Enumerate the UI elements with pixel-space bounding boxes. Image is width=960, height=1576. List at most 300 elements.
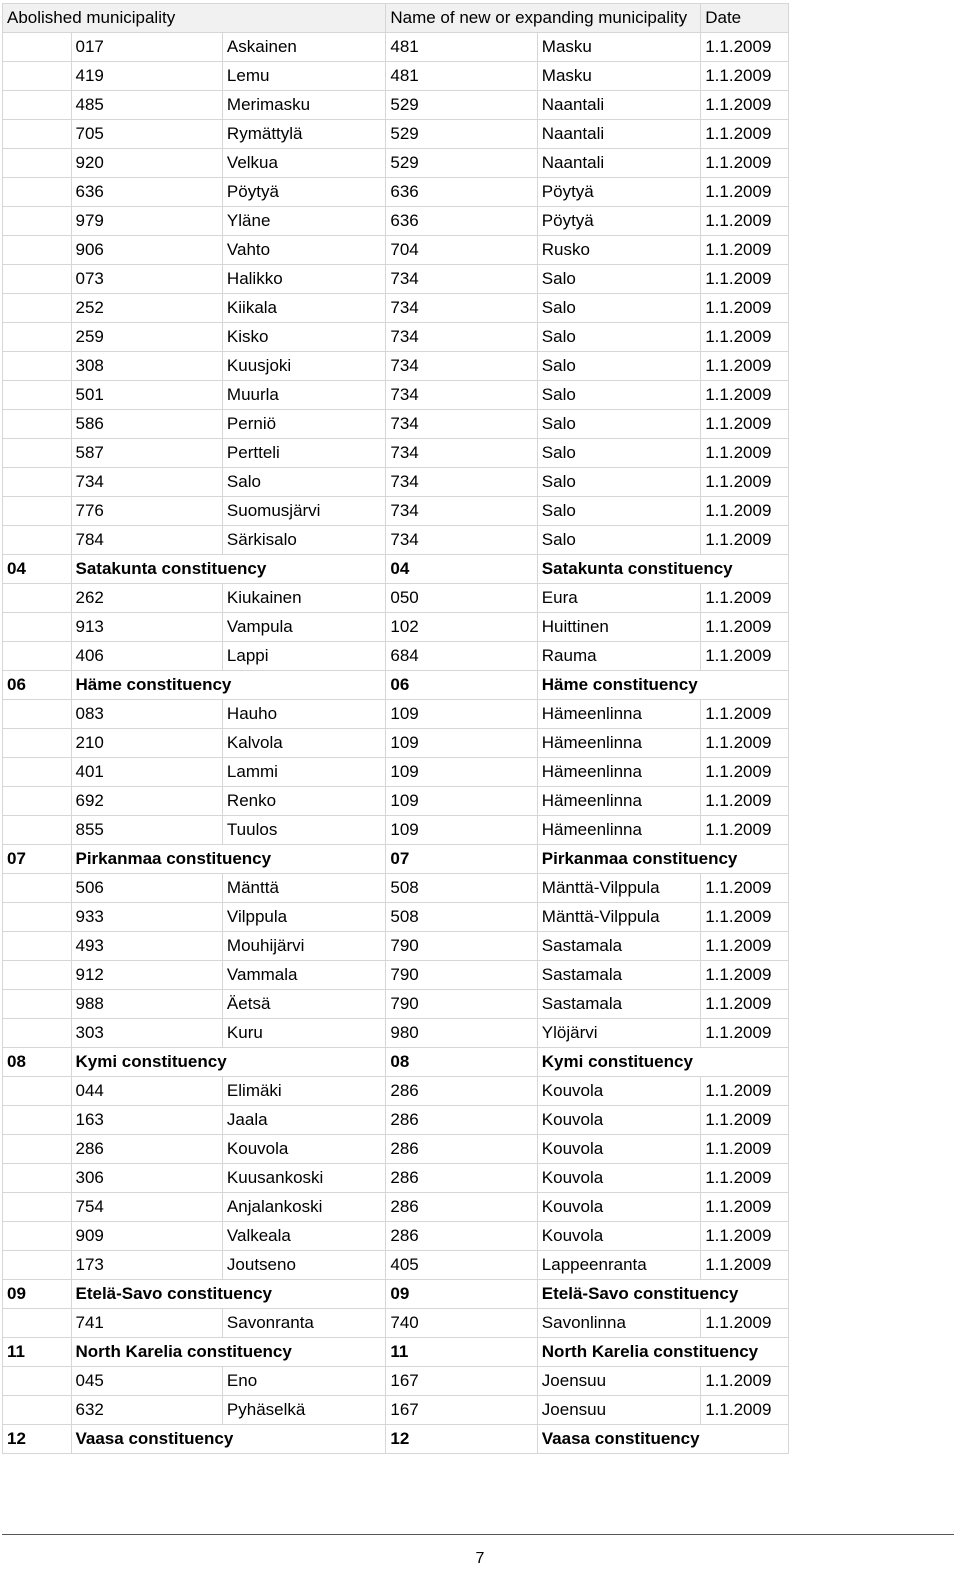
table-row [3,149,789,178]
old-code: 045 [71,1367,222,1396]
new-name: Sastamala [537,932,700,961]
new-name: Salo [537,294,700,323]
new-name: Hämeenlinna [537,787,700,816]
new-code: 529 [386,149,537,178]
table-row [3,961,789,990]
indent-cell [3,323,72,352]
new-name: Salo [537,468,700,497]
new-name: Hämeenlinna [537,700,700,729]
old-code: 705 [71,120,222,149]
indent-cell [3,758,72,787]
indent-cell [3,1135,72,1164]
new-code: 734 [386,294,537,323]
new-name: Kouvola [537,1164,700,1193]
date: 1.1.2009 [701,381,789,410]
table-row [3,352,789,381]
section-row [3,555,789,584]
indent-cell [3,236,72,265]
section-code: 08 [3,1048,72,1077]
header-abolished: Abolished municipality [3,4,386,33]
old-code: 776 [71,497,222,526]
old-name: Kouvola [222,1135,385,1164]
old-name: Renko [222,787,385,816]
indent-cell [3,642,72,671]
old-name: Lammi [222,758,385,787]
date: 1.1.2009 [701,1193,789,1222]
old-code: 913 [71,613,222,642]
old-code: 210 [71,729,222,758]
old-name: Kiikala [222,294,385,323]
date: 1.1.2009 [701,468,789,497]
section-row [3,1425,789,1454]
date: 1.1.2009 [701,178,789,207]
table-row [3,816,789,845]
section-code-new: 08 [386,1048,537,1077]
new-code: 704 [386,236,537,265]
table-row [3,207,789,236]
old-name: Jaala [222,1106,385,1135]
old-code: 587 [71,439,222,468]
new-code: 109 [386,787,537,816]
new-name: Hämeenlinna [537,816,700,845]
old-code: 636 [71,178,222,207]
section-name: Vaasa constituency [71,1425,222,1454]
section-name-new: Etelä-Savo constituency [537,1280,700,1309]
date: 1.1.2009 [701,1251,789,1280]
page-number: 7 [475,1550,485,1567]
section-name: Kymi constituency [71,1048,222,1077]
new-code: 790 [386,990,537,1019]
table-row [3,584,789,613]
table-row [3,1106,789,1135]
old-code: 485 [71,91,222,120]
header-new-name: Name of new or expanding municipality [386,4,701,33]
section-spacer [222,1425,385,1454]
date: 1.1.2009 [701,961,789,990]
table-row [3,178,789,207]
indent-cell [3,1077,72,1106]
table-row [3,613,789,642]
old-name: Merimasku [222,91,385,120]
indent-cell [3,990,72,1019]
indent-cell [3,874,72,903]
old-code: 692 [71,787,222,816]
new-name: Kouvola [537,1193,700,1222]
indent-cell [3,207,72,236]
new-name: Ylöjärvi [537,1019,700,1048]
old-code: 493 [71,932,222,961]
new-code: 109 [386,729,537,758]
section-row [3,1338,789,1367]
new-name: Lappeenranta [537,1251,700,1280]
old-name: Äetsä [222,990,385,1019]
indent-cell [3,787,72,816]
new-code: 481 [386,62,537,91]
old-code: 784 [71,526,222,555]
new-name: Kouvola [537,1135,700,1164]
date: 1.1.2009 [701,874,789,903]
new-code: 405 [386,1251,537,1280]
old-name: Vilppula [222,903,385,932]
date: 1.1.2009 [701,207,789,236]
section-name-new: North Karelia constituency [537,1338,700,1367]
table-row [3,381,789,410]
indent-cell [3,816,72,845]
section-spacer [701,671,789,700]
new-code: 529 [386,91,537,120]
new-code: 109 [386,758,537,787]
indent-cell [3,1019,72,1048]
old-code: 303 [71,1019,222,1048]
new-name: Rusko [537,236,700,265]
new-code: 636 [386,207,537,236]
old-name: Joutseno [222,1251,385,1280]
new-name: Salo [537,265,700,294]
section-code-new: 04 [386,555,537,584]
section-spacer [222,1048,385,1077]
indent-cell [3,33,72,62]
section-spacer [701,1048,789,1077]
header-date: Date [701,4,789,33]
indent-cell [3,613,72,642]
old-code: 501 [71,381,222,410]
section-code-new: 07 [386,845,537,874]
new-name: Rauma [537,642,700,671]
indent-cell [3,1367,72,1396]
old-name: Pyhäselkä [222,1396,385,1425]
table-row [3,1396,789,1425]
section-code-new: 12 [386,1425,537,1454]
new-code: 734 [386,323,537,352]
date: 1.1.2009 [701,1164,789,1193]
old-name: Kiukainen [222,584,385,613]
old-code: 017 [71,33,222,62]
indent-cell [3,729,72,758]
new-name: Salo [537,439,700,468]
old-name: Askainen [222,33,385,62]
table-row [3,91,789,120]
table-row [3,932,789,961]
new-name: Sastamala [537,990,700,1019]
date: 1.1.2009 [701,62,789,91]
old-name: Perniö [222,410,385,439]
old-name: Vampula [222,613,385,642]
section-row [3,1280,789,1309]
date: 1.1.2009 [701,497,789,526]
old-name: Kalvola [222,729,385,758]
new-name: Salo [537,352,700,381]
new-name: Savonlinna [537,1309,700,1338]
indent-cell [3,1164,72,1193]
section-spacer [701,1425,789,1454]
old-name: Tuulos [222,816,385,845]
date: 1.1.2009 [701,410,789,439]
table-row [3,1135,789,1164]
indent-cell [3,903,72,932]
date: 1.1.2009 [701,1309,789,1338]
new-name: Salo [537,497,700,526]
old-code: 933 [71,903,222,932]
date: 1.1.2009 [701,584,789,613]
old-code: 252 [71,294,222,323]
old-code: 906 [71,236,222,265]
new-code: 508 [386,874,537,903]
table-row [3,323,789,352]
new-code: 734 [386,410,537,439]
old-code: 734 [71,468,222,497]
indent-cell [3,294,72,323]
new-code: 050 [386,584,537,613]
indent-cell [3,1251,72,1280]
new-code: 790 [386,932,537,961]
table-row [3,526,789,555]
new-code: 109 [386,700,537,729]
old-code: 083 [71,700,222,729]
indent-cell [3,178,72,207]
section-code: 07 [3,845,72,874]
section-row [3,1048,789,1077]
old-code: 855 [71,816,222,845]
section-code-new: 09 [386,1280,537,1309]
new-name: Pöytyä [537,207,700,236]
old-name: Pöytyä [222,178,385,207]
indent-cell [3,149,72,178]
indent-cell [3,961,72,990]
new-code: 740 [386,1309,537,1338]
new-code: 286 [386,1106,537,1135]
old-name: Kuusankoski [222,1164,385,1193]
table-row [3,439,789,468]
indent-cell [3,1309,72,1338]
old-name: Kuru [222,1019,385,1048]
table-row [3,1077,789,1106]
old-name: Kuusjoki [222,352,385,381]
new-code: 734 [386,381,537,410]
old-name: Mänttä [222,874,385,903]
indent-cell [3,439,72,468]
table-row [3,700,789,729]
new-name: Salo [537,410,700,439]
date: 1.1.2009 [701,990,789,1019]
date: 1.1.2009 [701,642,789,671]
table-row [3,1164,789,1193]
section-name: Satakunta constituency [71,555,222,584]
indent-cell [3,932,72,961]
new-name: Pöytyä [537,178,700,207]
new-name: Hämeenlinna [537,758,700,787]
section-code-new: 11 [386,1338,537,1367]
section-name: Etelä-Savo constituency [71,1280,222,1309]
indent-cell [3,120,72,149]
table-row [3,787,789,816]
date: 1.1.2009 [701,758,789,787]
new-name: Salo [537,381,700,410]
old-name: Mouhijärvi [222,932,385,961]
section-row [3,845,789,874]
new-code: 734 [386,352,537,381]
new-code: 734 [386,439,537,468]
new-code: 102 [386,613,537,642]
new-name: Salo [537,526,700,555]
old-name: Suomusjärvi [222,497,385,526]
old-name: Lappi [222,642,385,671]
new-name: Hämeenlinna [537,729,700,758]
new-name: Eura [537,584,700,613]
old-name: Yläne [222,207,385,236]
table-row [3,265,789,294]
new-code: 167 [386,1367,537,1396]
date: 1.1.2009 [701,439,789,468]
table-row [3,236,789,265]
new-name: Salo [537,323,700,352]
new-code: 529 [386,120,537,149]
date: 1.1.2009 [701,323,789,352]
new-code: 636 [386,178,537,207]
table-row [3,33,789,62]
new-name: Naantali [537,91,700,120]
date: 1.1.2009 [701,120,789,149]
old-code: 406 [71,642,222,671]
old-name: Lemu [222,62,385,91]
section-name-new: Vaasa constituency [537,1425,700,1454]
old-code: 401 [71,758,222,787]
new-code: 684 [386,642,537,671]
table-header-row [3,4,789,33]
section-name-new: Kymi constituency [537,1048,700,1077]
old-name: Muurla [222,381,385,410]
new-name: Mänttä-Vilppula [537,874,700,903]
old-code: 920 [71,149,222,178]
date: 1.1.2009 [701,236,789,265]
table-row [3,1251,789,1280]
date: 1.1.2009 [701,613,789,642]
section-name-new: Häme constituency [537,671,700,700]
date: 1.1.2009 [701,816,789,845]
old-code: 419 [71,62,222,91]
old-code: 586 [71,410,222,439]
date: 1.1.2009 [701,352,789,381]
new-name: Kouvola [537,1222,700,1251]
old-name: Halikko [222,265,385,294]
municipality-mergers-table [2,3,789,1454]
table-row [3,1193,789,1222]
table-row [3,1309,789,1338]
old-name: Valkeala [222,1222,385,1251]
indent-cell [3,468,72,497]
indent-cell [3,265,72,294]
new-code: 286 [386,1077,537,1106]
old-code: 506 [71,874,222,903]
new-name: Masku [537,33,700,62]
new-code: 508 [386,903,537,932]
new-code: 481 [386,33,537,62]
new-name: Joensuu [537,1367,700,1396]
table-row [3,990,789,1019]
section-code: 12 [3,1425,72,1454]
old-code: 754 [71,1193,222,1222]
old-name: Hauho [222,700,385,729]
old-code: 259 [71,323,222,352]
date: 1.1.2009 [701,1106,789,1135]
section-code-new: 06 [386,671,537,700]
new-code: 109 [386,816,537,845]
old-code: 073 [71,265,222,294]
old-code: 912 [71,961,222,990]
old-code: 979 [71,207,222,236]
old-code: 044 [71,1077,222,1106]
table-row [3,62,789,91]
indent-cell [3,700,72,729]
new-code: 734 [386,526,537,555]
old-name: Vahto [222,236,385,265]
table-row [3,468,789,497]
new-name: Naantali [537,120,700,149]
new-code: 790 [386,961,537,990]
date: 1.1.2009 [701,903,789,932]
old-name: Vammala [222,961,385,990]
table-body [3,33,789,1454]
date: 1.1.2009 [701,149,789,178]
new-name: Kouvola [537,1106,700,1135]
date: 1.1.2009 [701,294,789,323]
table-row [3,729,789,758]
section-spacer [222,671,385,700]
old-code: 306 [71,1164,222,1193]
table-row [3,1367,789,1396]
old-code: 308 [71,352,222,381]
date: 1.1.2009 [701,1077,789,1106]
table-row [3,120,789,149]
new-code: 734 [386,265,537,294]
new-name: Kouvola [537,1077,700,1106]
section-code: 11 [3,1338,72,1367]
section-code: 04 [3,555,72,584]
indent-cell [3,1106,72,1135]
new-code: 286 [386,1222,537,1251]
old-name: Särkisalo [222,526,385,555]
table-row [3,497,789,526]
date: 1.1.2009 [701,91,789,120]
footer-rule [2,1534,954,1535]
new-code: 286 [386,1164,537,1193]
table-row [3,903,789,932]
indent-cell [3,1396,72,1425]
date: 1.1.2009 [701,1135,789,1164]
old-name: Rymättylä [222,120,385,149]
date: 1.1.2009 [701,729,789,758]
section-code: 06 [3,671,72,700]
old-code: 632 [71,1396,222,1425]
old-name: Savonranta [222,1309,385,1338]
indent-cell [3,1222,72,1251]
table-row [3,1019,789,1048]
date: 1.1.2009 [701,526,789,555]
table-row [3,642,789,671]
section-name: North Karelia constituency [71,1338,222,1367]
new-code: 286 [386,1135,537,1164]
new-name: Sastamala [537,961,700,990]
table-row [3,758,789,787]
old-name: Salo [222,468,385,497]
indent-cell [3,1193,72,1222]
indent-cell [3,410,72,439]
new-code: 286 [386,1193,537,1222]
new-name: Joensuu [537,1396,700,1425]
old-code: 163 [71,1106,222,1135]
date: 1.1.2009 [701,1396,789,1425]
section-code: 09 [3,1280,72,1309]
table-row [3,874,789,903]
